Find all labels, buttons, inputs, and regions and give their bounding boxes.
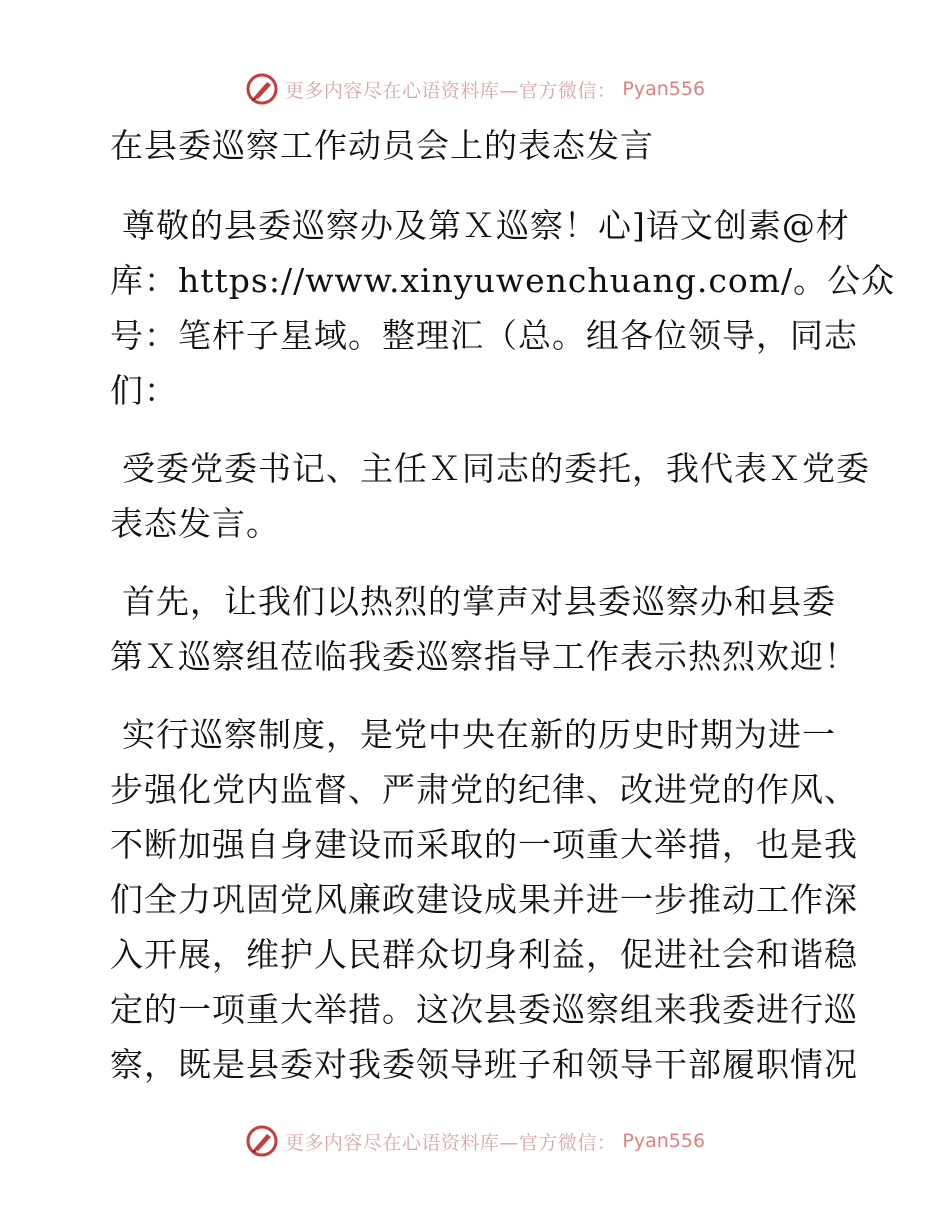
paragraph bbox=[98, 198, 896, 418]
header-watermark bbox=[0, 72, 950, 106]
text-line: 库：https://www.xinyuwenchuang.com/。公众 bbox=[110, 261, 896, 300]
text-line: 表态发言。 bbox=[110, 504, 280, 543]
text-line: 首先，让我们以热烈的掌声对县委巡察办和县委 bbox=[122, 582, 836, 621]
watermark-wechat-id: Pyan556 bbox=[622, 78, 706, 100]
text-line: 号：笔杆子星域。整理汇（总。组各位领导，同志 bbox=[110, 316, 858, 355]
watermark-text: 更多内容尽在心语资料库—官方微信： bbox=[284, 1131, 617, 1154]
text-line: 察，既是县委对我委领导班子和领导干部履职情况 bbox=[110, 1045, 858, 1084]
text-line: 第Ｘ巡察组莅临我委巡察指导工作表示热烈欢迎！ bbox=[110, 637, 858, 676]
text-line: 受委党委书记、主任Ｘ同志的委托，我代表Ｘ党委 bbox=[122, 449, 870, 488]
pen-logo-icon bbox=[245, 72, 279, 106]
watermark-wechat-id: Pyan556 bbox=[622, 1130, 706, 1152]
text-line: 们： bbox=[110, 371, 178, 410]
text-line: 入开展，维护人民群众切身利益，促进社会和谐稳 bbox=[110, 935, 858, 974]
paragraph bbox=[98, 707, 858, 1092]
paragraph bbox=[98, 574, 858, 684]
document-title: 在县委巡察工作动员会上的表态发言 bbox=[110, 126, 654, 165]
text-line: 不断加强自身建设而采取的一项重大举措，也是我 bbox=[110, 825, 858, 864]
text-line: 们全力巩固党风廉政建设成果并进一步推动工作深 bbox=[110, 880, 858, 919]
document-body bbox=[98, 198, 896, 1115]
footer-watermark bbox=[0, 1124, 950, 1158]
watermark-text: 更多内容尽在心语资料库—官方微信： bbox=[284, 79, 617, 102]
text-line: 定的一项重大举措。这次县委巡察组来我委进行巡 bbox=[110, 990, 858, 1029]
text-line: 尊敬的县委巡察办及第Ｘ巡察！心]语文创素@材 bbox=[122, 206, 850, 245]
pen-logo-icon bbox=[245, 1124, 279, 1158]
text-line: 步强化党内监督、严肃党的纪律、改进党的作风、 bbox=[110, 770, 858, 809]
text-line: 实行巡察制度，是党中央在新的历史时期为进一 bbox=[122, 715, 836, 754]
paragraph bbox=[98, 441, 870, 551]
